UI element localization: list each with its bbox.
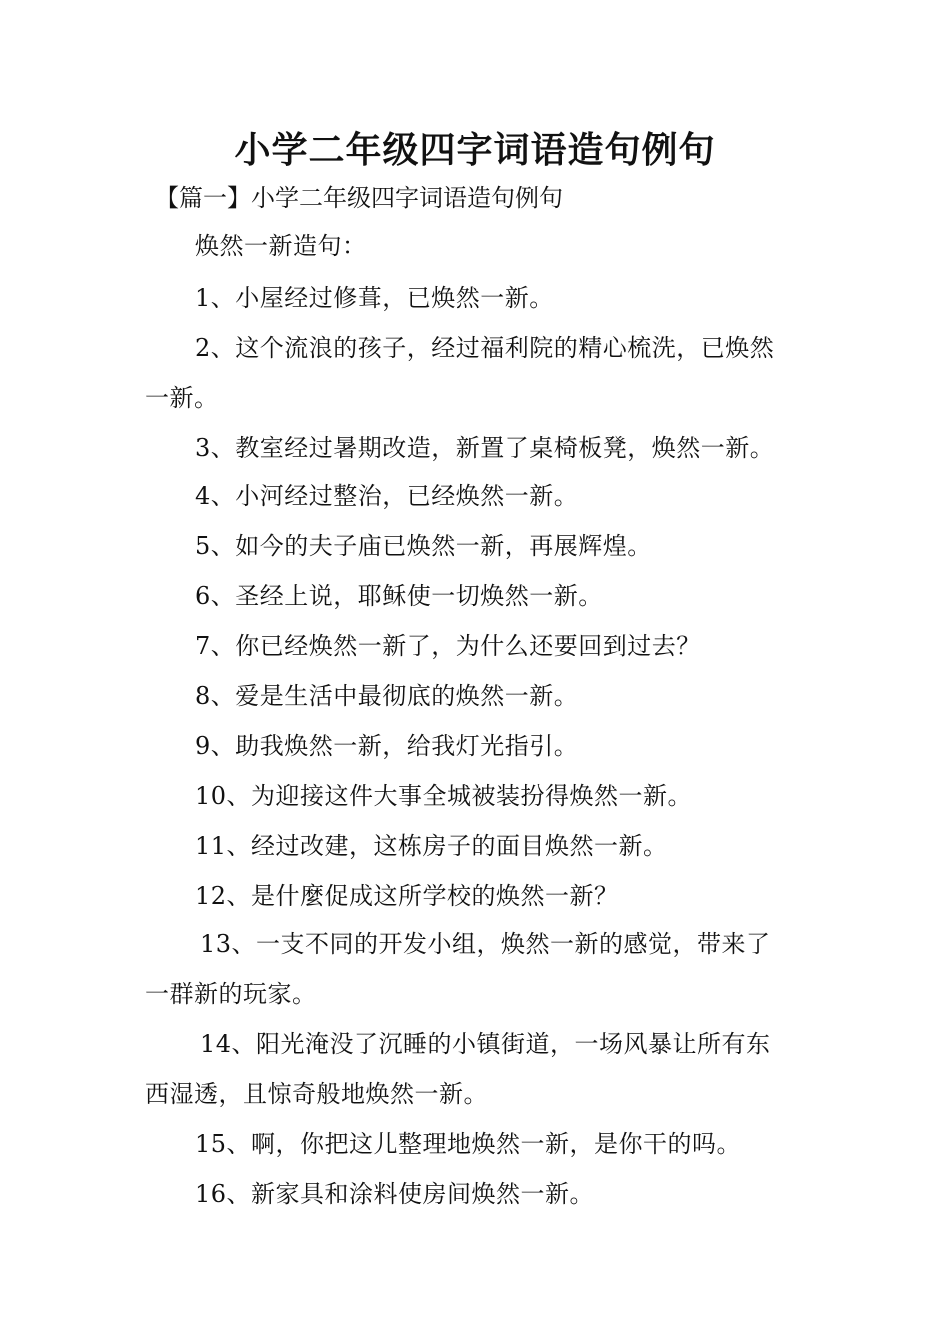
sentence-line: 9、助我焕然一新，给我灯光指引。: [195, 732, 579, 760]
sentence-line: 8、爱是生活中最彻底的焕然一新。: [195, 682, 579, 710]
sentence-line: 13、一支不同的开发小组，焕然一新的感觉，带来了: [200, 930, 771, 958]
sentence-line: 1、小屋经过修葺，已焕然一新。: [195, 284, 554, 312]
sentence-line: 15、啊，你把这儿整理地焕然一新，是你干的吗。: [195, 1130, 742, 1158]
sentence-line: 6、圣经上说，耶稣使一切焕然一新。: [195, 582, 603, 610]
sentence-line: 3、教室经过暑期改造，新置了桌椅板凳，焕然一新。: [195, 434, 775, 462]
sentence-line-continued: 一群新的玩家。: [145, 980, 317, 1008]
section-heading: 【篇一】小学二年级四字词语造句例句: [155, 184, 563, 212]
sentence-line: 12、是什麼促成这所学校的焕然一新？: [195, 882, 619, 910]
sentence-line: 4、小河经过整治，已经焕然一新。: [195, 482, 579, 510]
sentence-line: 14、阳光淹没了沉睡的小镇街道，一场风暴让所有东: [200, 1030, 771, 1058]
sentence-line-continued: 一新。: [145, 384, 219, 412]
sentence-line-continued: 西湿透，且惊奇般地焕然一新。: [145, 1080, 488, 1108]
sentence-line: 10、为迎接这件大事全城被装扮得焕然一新。: [195, 782, 693, 810]
sentence-line: 7、你已经焕然一新了，为什么还要回到过去？: [195, 632, 701, 660]
intro-line: 焕然一新造句：: [195, 232, 367, 260]
sentence-line: 16、新家具和涂料使房间焕然一新。: [195, 1180, 595, 1208]
sentence-line: 5、如今的夫子庙已焕然一新，再展辉煌。: [195, 532, 652, 560]
sentence-line: 2、这个流浪的孩子，经过福利院的精心梳洗，已焕然: [195, 334, 775, 362]
document-title: 小学二年级四字词语造句例句: [234, 129, 716, 171]
sentence-line: 11、经过改建，这栋房子的面目焕然一新。: [195, 832, 668, 860]
